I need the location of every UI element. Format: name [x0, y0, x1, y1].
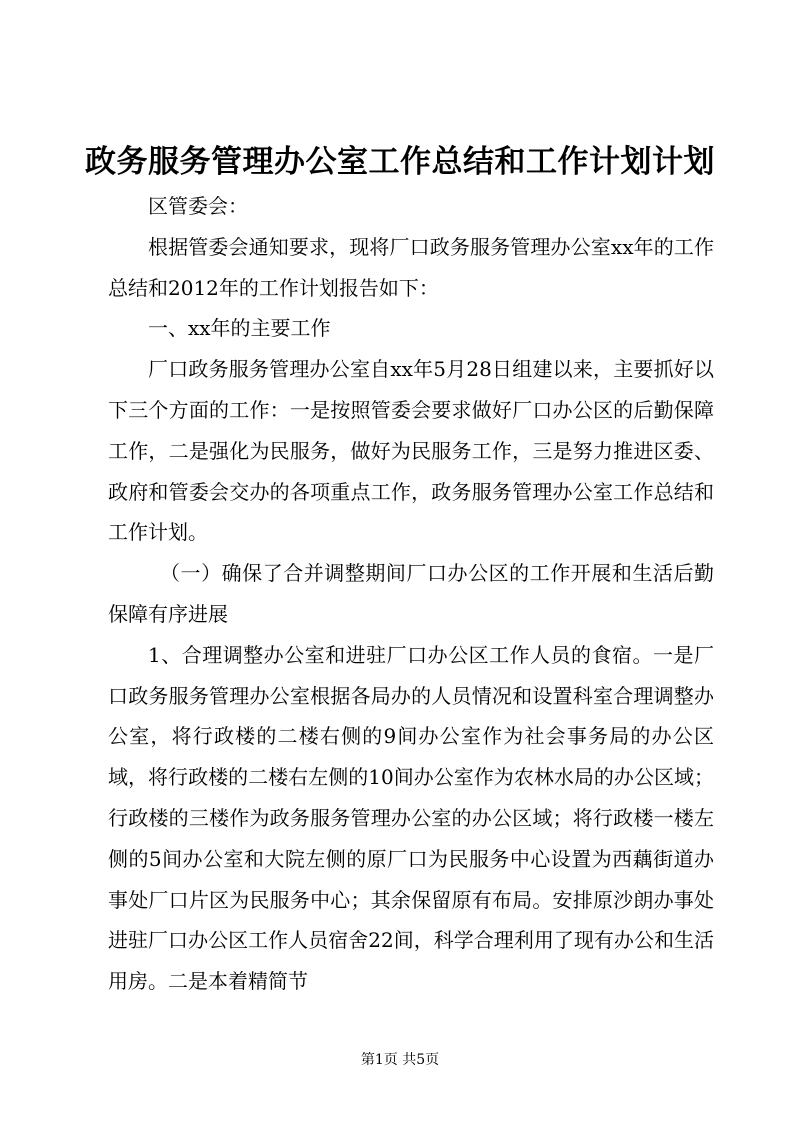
salutation-paragraph: 区管委会： — [148, 194, 248, 218]
body-paragraph: 厂口政务服务管理办公室自xx年5月28日组建以来，主要抓好以下三个方面的工作：一是按照管委会要求做好厂口办公区的后勤保障工作，二是强化为民服务，做好为民服务工作，三是努力推进区委、政府和管委会交办的各项重点工作，政务服务管理办公室工作总结和工作计划。 — [108, 357, 714, 545]
body-paragraph: 1、合理调整办公室和进驻厂口办公区工作人员的食宿。一是厂口政务服务管理办公室根据各局办的人员情况和设置科室合理调整办公室，将行政楼的二楼右侧的9间办公室作为社会事务局的办公区域，将行政楼的二楼右左侧的10间办公室作为农林水局的办公区域；行政楼的三楼作为政务服务管理办公室的办公区域；将行政楼一楼左侧的5间办公室和大院左侧的原厂口为民服务中心设置为西藕街道办事处厂口片区为民服务中心；其余保留原有布局。安排原沙朗办事处进驻厂口办公区工作人员宿舍22间，科学合理利用了现有办公和生活用房。二是本着精简节 — [108, 642, 714, 994]
intro-paragraph: 根据管委会通知要求，现将厂口政务服务管理办公室xx年的工作总结和2012年的工作计划报告如下： — [108, 234, 714, 300]
document-body — [108, 186, 714, 1002]
document-title: 政务服务管理办公室工作总结和工作计划计划 — [85, 144, 715, 180]
section-heading: 一、xx年的主要工作 — [148, 316, 331, 341]
subsection-heading: （一）确保了合并调整期间厂口办公区的工作开展和生活后勤保障有序进展 — [108, 561, 714, 626]
page-number-footer: 第1页 共5页 — [360, 1052, 440, 1068]
